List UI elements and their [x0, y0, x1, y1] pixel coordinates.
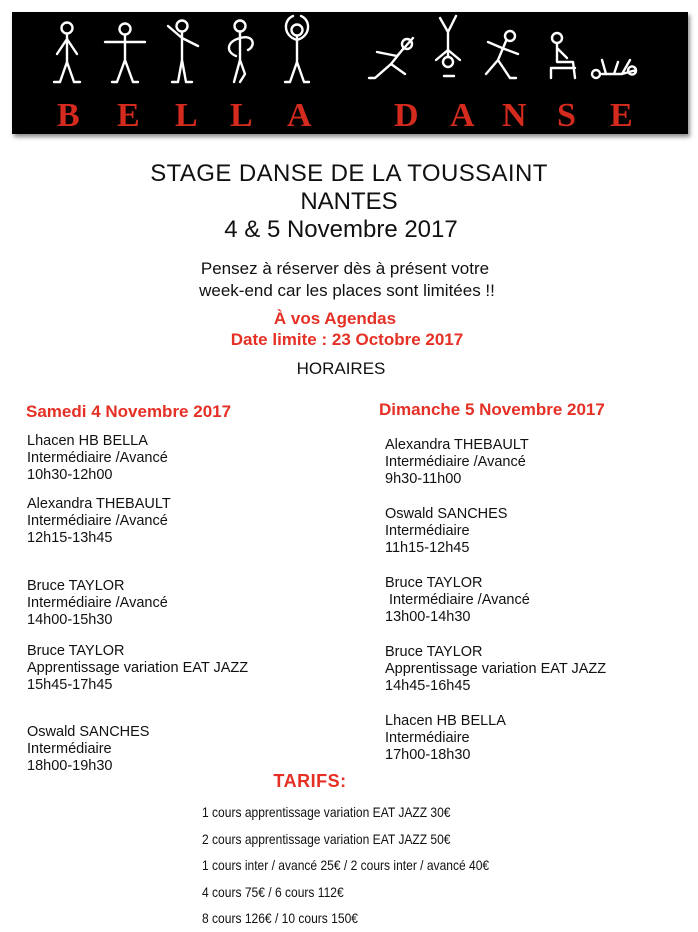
session-level: Intermédiaire — [385, 523, 470, 539]
brand-letter: S — [557, 97, 576, 134]
notice-line-1: Pensez à réserver dès à présent votre — [200, 259, 490, 278]
city-title: NANTES — [300, 188, 398, 215]
brand-letter: E — [610, 97, 633, 134]
session-level: Intermédiaire /Avancé — [385, 454, 526, 470]
session-time: 12h15-13h45 — [27, 530, 113, 546]
saturday-session — [27, 724, 149, 775]
session-teacher: Bruce TAYLOR — [385, 575, 483, 591]
session-teacher: Lhacen HB BELLA — [385, 713, 506, 729]
saturday-heading: Samedi 4 Novembre 2017 — [26, 402, 232, 421]
tarif-line: 1 cours apprentissage variation EAT JAZZ 30€ — [202, 804, 451, 820]
notice-line-2: week-end car les places sont limitées !! — [199, 281, 495, 300]
session-teacher: Bruce TAYLOR — [27, 578, 125, 594]
session-teacher: Alexandra THEBAULT — [27, 496, 171, 512]
tarifs-heading: TARIFS: — [273, 771, 347, 791]
session-time: 10h30-12h00 — [27, 467, 113, 483]
session-teacher: Bruce TAYLOR — [27, 643, 125, 659]
horaires-heading: HORAIRES — [296, 359, 386, 378]
brand-letter: L — [230, 97, 253, 134]
session-teacher: Lhacen HB BELLA — [27, 433, 148, 449]
sunday-heading: Dimanche 5 Novembre 2017 — [379, 400, 605, 419]
page-title: STAGE DANSE DE LA TOUSSAINT — [150, 160, 548, 187]
session-level: Intermédiaire /Avancé — [27, 513, 168, 529]
session-time: 11h15-12h45 — [385, 540, 470, 556]
sunday-session — [385, 644, 606, 695]
dancer-figures-illustration — [12, 12, 688, 102]
saturday-session — [27, 433, 168, 484]
header-banner — [12, 12, 688, 134]
session-level: Apprentissage variation EAT JAZZ — [385, 661, 607, 677]
agenda-callout: À vos Agendas — [273, 309, 397, 328]
session-teacher: Bruce TAYLOR — [385, 644, 483, 660]
session-teacher: Oswald SANCHES — [27, 724, 150, 740]
session-time: 9h30-11h00 — [385, 471, 462, 487]
session-teacher: Alexandra THEBAULT — [385, 437, 529, 453]
tarifs-list — [202, 799, 489, 932]
brand-letter: B — [57, 97, 80, 134]
event-dates: 4 & 5 Novembre 2017 — [224, 216, 458, 243]
session-level: Intermédiaire /Avancé — [27, 450, 168, 466]
saturday-session — [27, 496, 171, 547]
brand-letter: N — [502, 97, 527, 134]
tarif-line: 4 cours 75€ / 6 cours 112€ — [202, 883, 344, 900]
brand-letter: D — [394, 97, 419, 134]
sunday-session — [385, 575, 530, 626]
brand-letter: E — [117, 97, 140, 134]
session-time: 18h00-19h30 — [27, 758, 113, 774]
session-teacher: Oswald SANCHES — [385, 506, 508, 522]
saturday-session — [27, 643, 248, 694]
brand-letter: A — [450, 97, 475, 134]
brand-wordmark — [12, 96, 688, 136]
brand-letter: A — [287, 97, 312, 134]
sunday-session — [385, 437, 529, 488]
saturday-session — [27, 578, 168, 629]
session-level: Intermédiaire — [385, 730, 470, 746]
session-level: Intermédiaire /Avancé — [27, 595, 168, 611]
tarif-line: 2 cours apprentissage variation EAT JAZZ 50€ — [202, 830, 451, 847]
session-time: 13h00-14h30 — [385, 609, 471, 625]
session-level: Intermédiaire — [27, 741, 112, 757]
tarif-line: 1 cours inter / avancé 25€ / 2 cours inter / avancé 40€ — [202, 857, 490, 873]
sunday-session — [385, 506, 507, 557]
sunday-session — [385, 713, 506, 764]
session-time: 14h00-15h30 — [27, 612, 113, 628]
session-time: 15h45-17h45 — [27, 677, 113, 693]
deadline-callout: Date limite : 23 Octobre 2017 — [230, 330, 464, 349]
tarif-line: 8 cours 126€ / 10 cours 150€ — [202, 910, 358, 926]
session-time: 14h45-16h45 — [385, 678, 471, 694]
brand-letter: L — [175, 97, 198, 134]
session-level: Intermédiaire /Avancé — [385, 592, 530, 608]
session-level: Apprentissage variation EAT JAZZ — [27, 660, 249, 676]
session-time: 17h00-18h30 — [385, 747, 471, 763]
